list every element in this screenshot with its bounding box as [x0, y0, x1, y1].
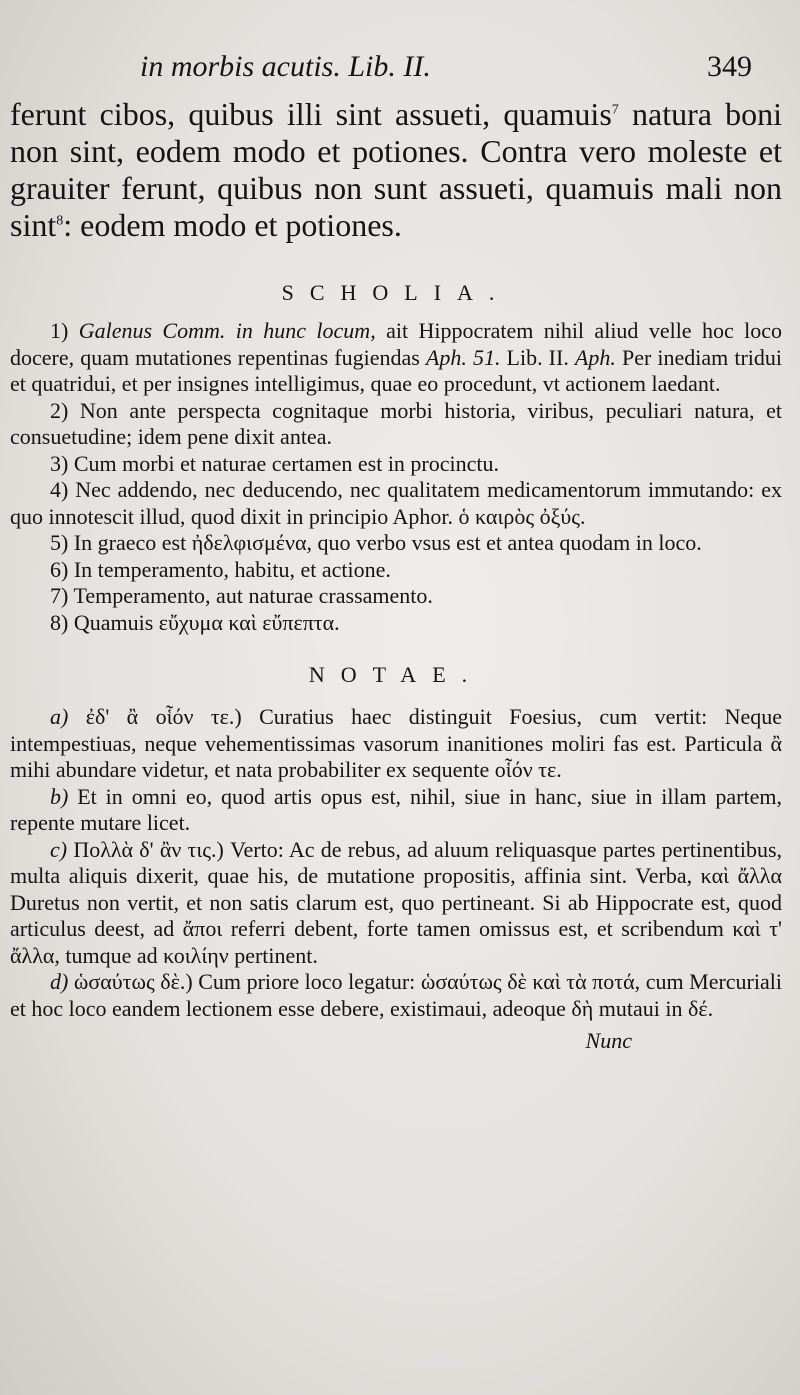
scholion-7: 7) Temperamento, aut naturae crassamento. — [50, 583, 433, 608]
main-paragraph: ferunt cibos, quibus illi sint assueti, quamuis$^7$ natura boni non sint, eodem modo et potiones. Contra vero moleste et grauiter ferunt, quibus non sunt assueti, quamuis mali non sint$^8$: eodem modo et potiones. — [10, 96, 783, 243]
scholion-2: 2) Non ante perspecta cognitaque morbi historia, viribus, peculiari natura, et consuetudine; idem pene dixit antea. — [10, 397, 782, 449]
catchword: Nunc — [585, 1028, 632, 1053]
scholion-6: 6) In temperamento, habitu, et actione. — [50, 556, 391, 582]
notae-heading: NOTAE. — [308, 662, 484, 687]
scholion-1: 1) Galenus Comm. in hunc locum, ait Hippocratem nihil aliud velle hoc loco docere, quam mutationes repentinas fugiendas Aph. 51. Lib. II. Aph. Per inediam tridui et quatridui, et per insignes intelligimus, quae eo procedunt, vt actionem laedant. — [10, 318, 782, 396]
notae-list — [10, 704, 782, 1022]
main-text — [10, 96, 782, 244]
note-ref-8: 8 — [56, 213, 64, 229]
nota-d: d) ὡσαύτως δὲ.) Cum priore loco legatur: ὡσαύτως δὲ καὶ τὰ ποτά, cum Mercuriali et hoc loco eandem lectionem esse debere, existimaui, adeoque δὴ mutaui in δέ. — [10, 969, 782, 1021]
page-number: 349 — [707, 50, 752, 83]
scholion-3: 3) Cum morbi et naturae certamen est in procinctu. — [50, 450, 500, 476]
scholion-4: 4) Nec addendo, nec deducendo, nec qualitatem medicamentorum immutando: ex quo innotescit illud, quod dixit in principio Aphor. ὁ καιρὸς ὀξύς. — [10, 477, 783, 529]
note-ref-7: 7 — [611, 102, 619, 118]
nota-c: c) Πολλὰ δ' ἂν τις.) Verto: Ac de rebus, ad aluum reliquasque partes pertinentibus, multa aliquis dixerit, quae his, de mutatione propositis, affinia sint. Verba, καὶ ἄλλα Duretus non vertit, et non satis clarum est, quo pertineant. Si ab Hippocrate est, quod articulus deest, ad ἄποι referri debent, forte tamen omissus est, et scribendum καὶ τ' ἄλλα, tumque ad κοιλίην pertinent. — [10, 836, 782, 968]
nota-b: b) Et in omni eo, quod artis opus est, nihil, siue in hanc, siue in illam partem, repente mutare licet. — [10, 783, 783, 835]
scholion-8: 8) Quamuis εὔχυμα καὶ εὔπεπτα. — [50, 609, 340, 635]
running-head — [10, 44, 782, 96]
scholion-5: 5) In graeco est ἠδελφισμένα, quo verbo vsus est et antea quodam in loco. — [50, 530, 702, 555]
nota-a: a) ἐδ' ἂ οἷόν τε.) Curatius haec distinguit Foesius, cum vertit: Neque intempestiuas, neque vehementissimas vasorum inanitiones moliri fas est. Particula ἂ mihi abundare videtur, et nata probabiliter ex sequente οἷόν τε. — [10, 704, 782, 782]
running-title: in morbis acutis. Lib. II. — [140, 50, 431, 83]
scholia-list — [10, 318, 782, 636]
scholia-heading: SCHOLIA. — [281, 280, 511, 305]
